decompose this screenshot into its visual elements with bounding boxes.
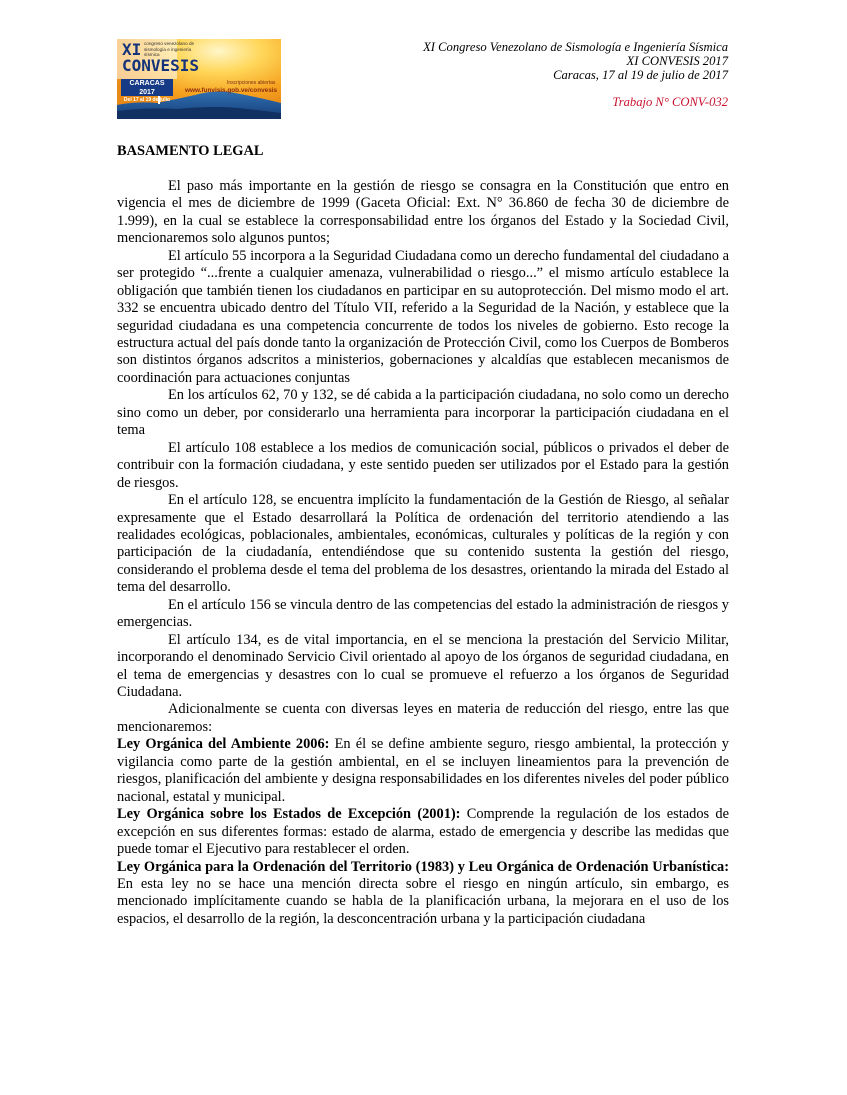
- logo-registration: Inscripciones abiertas: [227, 80, 276, 86]
- logo-url: www.funvisis.gob.ve/convesis: [185, 87, 278, 94]
- paragraph: Adicionalmente se cuenta con diversas leyes en materia de reducción del riesgo, entre las que mencionaremos:: [117, 701, 729, 735]
- document-body: [117, 143, 729, 928]
- logo-date-badge: [121, 79, 173, 103]
- convesis-logo: [117, 39, 281, 119]
- page-header: [423, 40, 728, 109]
- law-name: Ley Orgánica del Ambiente 2006:: [117, 736, 330, 753]
- paragraph: El artículo 108 establece a los medios de comunicación social, públicos o privados el deber de contribuir con la formación ciudadana, y este sentido pueden ser utilizados por el Estado para la gestión de riesgos.: [117, 439, 729, 491]
- header-congress-name: XI Congreso Venezolano de Sismología e Ingeniería Sísmica: [423, 40, 728, 54]
- logo-dates: Del 17 al 19 de julio: [123, 97, 171, 103]
- logo-tagline: congreso venezolano de sismología e ingeniería sísmica: [144, 41, 195, 57]
- law-entry: [117, 859, 729, 929]
- law-name: Ley Orgánica sobre los Estados de Excepción (2001):: [117, 806, 461, 823]
- logo-city: CARACAS 2017: [129, 80, 165, 96]
- logo-xi-text: XI: [122, 40, 142, 59]
- law-name: Ley Orgánica para la Ordenación del Territorio (1983) y Leu Orgánica de Ordenación Urbanística:: [117, 858, 729, 875]
- law-entry: [117, 736, 729, 806]
- section-title: BASAMENTO LEGAL: [117, 143, 264, 159]
- paragraph: En el artículo 128, se encuentra implícito la fundamentación de la Gestión de Riesgo, al señalar expresamente que el Estado desarrollará la Política de ordenación del territorio atendiendo a las realidades ecológicas, poblacionales, ambientales, económicas, culturales y políticas de la región y con participación de la ciudadanía, entendiéndose que su contenido sustenta la gestión del riesgo, considerando el problema desde el tema del problema de los desastres, orientando la mirada del Estado al tema del desarrollo.: [117, 492, 729, 596]
- law-description: Comprende la regulación de los estados de excepción en sus diferentes formas: estado de alarma, estado de emergencia y describe las medidas que puede tomar el Ejecutivo para restablecer el orden.: [117, 806, 730, 858]
- header-congress-short: XI CONVESIS 2017: [626, 54, 728, 68]
- paragraph: En el artículo 156 se vincula dentro de las competencias del estado la administración de riesgos y emergencias.: [117, 596, 729, 631]
- paragraph: En los artículos 62, 70 y 132, se dé cabida a la participación ciudadana, no solo como un derecho sino como un deber, por considerarlo una herramienta para incorporar la participación ciudadana en el tema: [117, 387, 729, 439]
- paragraph: El artículo 134, es de vital importancia, en el se menciona la prestación del Servicio Militar, incorporando el denominado Servicio Civil orientado al apoyo de los órganos de seguridad ciudadana, en el tema de emergencias y desastres con lo cual se promueve el refuerzo a los órganos de Seguridad Ciudadana.: [117, 631, 729, 701]
- paragraph: El paso más importante en la gestión de riesgo se consagra en la Constitución que entro en vigencia el mes de diciembre de 1999 (Gaceta Oficial: Ext. N° 36.860 de fecha 30 de diciembre de 1.999), en la cual se establece la corresponsabilidad entre los órganos del Estado y la Sociedad Civil, mencionaremos solo algunos puntos;: [117, 177, 729, 247]
- law-description: En esta ley no se hace una mención directa sobre el riesgo en ningún artículo, sin embargo, es mencionado implícitamente cuando se habla de la planificación urbana, la mejorara en el uso de los espacios, el desarrollo de la región, la desconcentración urbana y la participación ciudadana: [117, 876, 729, 927]
- header-work-reference: Trabajo N° CONV-032: [612, 95, 728, 109]
- law-entry: [117, 806, 729, 858]
- law-description: En él se define ambiente seguro, riesgo ambiental, la protección y vigilancia como parte de la gestión ambiental, en el se incluyen lineamientos para la prevención de riesgos, planificación del ambiente y designa responsabilidades en los diferentes niveles del poder público nacional, estatal y municipal.: [117, 736, 729, 805]
- paragraph: El artículo 55 incorpora a la Seguridad Ciudadana como un derecho fundamental del ciudadano a ser protegido “...frente a cualquier amenaza, vulnerabilidad o riesgo...” el mismo artículo establece la obligación que también tienen los ciudadanos en participar en su autoprotección. Del mismo modo el art. 332 se encuentra ubicado dentro del Título VII, referido a la Seguridad de la Nación, y establece que la seguridad ciudadana es una competencia concurrente de todos los niveles de gobierno. Esto recoge la estructura actual del país donde tanto la organización de Protección Civil, como los Cuerpos de Bomberos son distintos órganos adscritos a ministerios, gobernaciones y alcaldías que establecen mecanismos de coordinación para actuaciones conjuntas: [117, 247, 729, 386]
- logo-convesis-text: CONVESIS: [122, 56, 200, 75]
- header-congress-date: Caracas, 17 al 19 de julio de 2017: [553, 68, 728, 82]
